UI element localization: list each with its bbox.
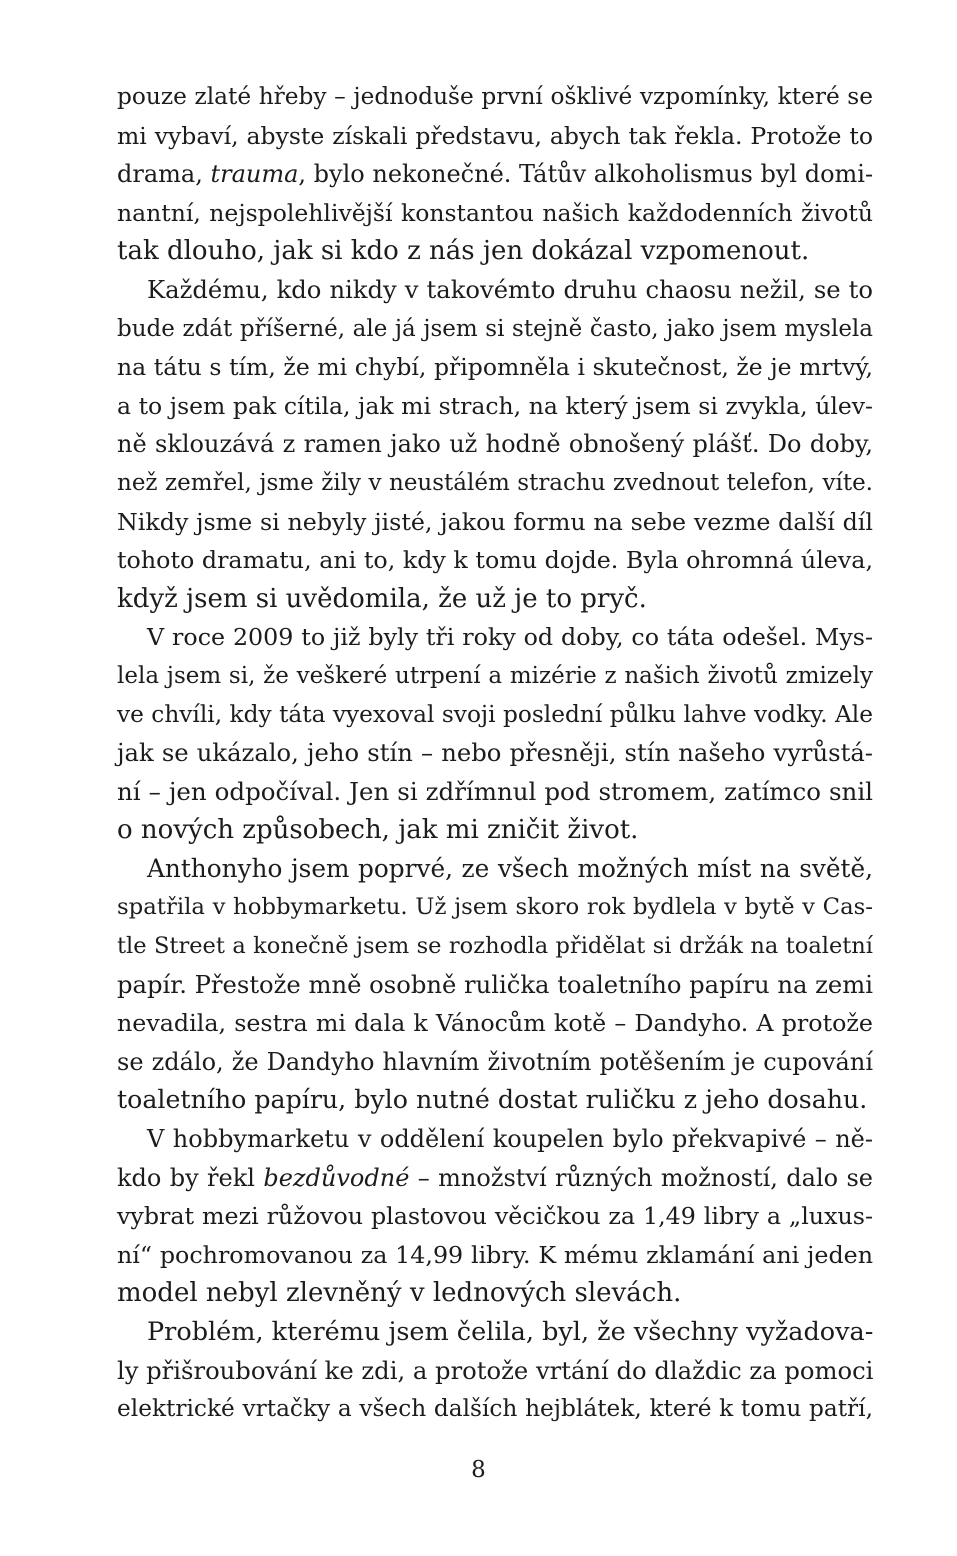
text-line — [117, 1159, 873, 1198]
text-line — [117, 1236, 873, 1275]
paragraph — [117, 1120, 873, 1313]
text-segment: než zemřel, jsme žily v neustálém strachu zvednout telefon, víte. — [117, 469, 873, 496]
text-segment: pouze zlaté hřeby – jednoduše první ošklivé vzpomínky, které se — [117, 83, 873, 110]
text-segment: tak dlouho, jak si kdo z nás jen dokázal vzpomenout. — [117, 236, 810, 267]
paragraph — [117, 618, 873, 850]
text-segment: ly přišroubování ke zdi, a protože vrtání do dlaždic za pomoci — [117, 1355, 874, 1385]
text-line — [117, 541, 873, 580]
text-line — [117, 1390, 873, 1429]
text-line — [117, 1004, 873, 1043]
text-segment: ní – jen odpočíval. Jen si zdřímnul pod stromem, zatímco snil — [117, 776, 873, 806]
text-segment: lela jsem si, že veškeré utrpení a mizérie z našich životů zmizely — [117, 662, 873, 689]
text-segment: toaletního papíru, bylo nutné dostat ruličku z jeho dosahu. — [117, 1085, 868, 1115]
text-line — [117, 1043, 873, 1082]
text-line — [117, 927, 873, 966]
text-line — [117, 232, 873, 271]
text-line — [117, 618, 873, 657]
text-segment: V hobbymarketu v oddělení koupelen bylo překvapivé – ně- — [147, 1125, 873, 1154]
text-segment: se zdálo, že Dandyho hlavním životním potěšením je cupování — [117, 1047, 873, 1076]
text-segment: a to jsem pak cítila, jak mi strach, na který jsem si zvykla, úlev- — [117, 391, 873, 420]
text-line — [117, 425, 873, 464]
text-segment: Nikdy jsme si nebyly jisté, jakou formu na sebe vezme další díl — [117, 507, 873, 536]
text-line — [117, 78, 873, 117]
text-segment: Problém, kterému jsem čelila, byl, že všechny vyžadova- — [147, 1317, 874, 1347]
text-line — [117, 657, 873, 696]
text-line — [117, 888, 873, 927]
text-segment: tohoto dramatu, ani to, kdy k tomu dojde. Byla ohromná úleva, — [117, 546, 873, 575]
text-segment: nevadila, sestra mi dala k Vánocům kotě – Dandyho. A protože — [117, 1009, 873, 1038]
text-segment: ní“ pochromovanou za 14,99 libry. K mému zklamání ani jeden — [117, 1240, 873, 1269]
text-line — [117, 734, 873, 773]
text-segment: bude zdát příšerné, ale já jsem si stejně často, jako jsem myslela — [117, 315, 873, 342]
text-segment: Anthonyho jsem poprvé, ze všech možných míst na světě, — [147, 853, 873, 883]
text-line — [117, 1081, 873, 1120]
text-line — [117, 696, 873, 735]
italic-text: bezdůvodné — [263, 1163, 410, 1192]
text-segment: tle Street a konečně jsem se rozhodla přidělat si držák na toaletní — [117, 933, 873, 960]
text-line — [117, 1313, 873, 1352]
text-line — [117, 1120, 873, 1159]
text-segment: elektrické vrtačky a všech dalších hejblátek, které k tomu patří, — [117, 1395, 873, 1423]
text-segment: papír. Přestože mně osobně rulička toaletního papíru na zemi — [117, 969, 873, 999]
text-line — [117, 464, 873, 503]
text-line — [117, 194, 873, 233]
text-segment: kdo by řekl — [117, 1163, 264, 1192]
text-line — [117, 580, 873, 619]
text-segment: když jsem si uvědomila, že už je to pryč. — [117, 583, 647, 614]
text-segment: – množství různých možností, dalo se — [409, 1163, 874, 1192]
text-segment: na tátu s tím, že mi chybí, připomněla i skutečnost, že je mrtvý, — [117, 353, 873, 382]
italic-text: trauma — [210, 160, 299, 189]
text-line — [117, 271, 873, 310]
text-line — [117, 1352, 873, 1391]
text-segment: drama, — [117, 160, 211, 189]
text-line — [117, 811, 873, 850]
paragraph — [117, 78, 873, 271]
text-line — [117, 773, 873, 812]
text-segment: ve chvíli, kdy táta vyexoval svoji poslední půlku lahve vodky. Ale — [117, 700, 873, 728]
text-segment: Každému, kdo nikdy v takovémto druhu chaosu nežil, se to — [147, 274, 873, 304]
text-segment: spatřila v hobbymarketu. Už jsem skoro rok bydlela v bytě v Cas- — [117, 894, 873, 921]
text-segment: , bylo nekonečné. Tátův alkoholismus byl domi- — [298, 160, 874, 189]
text-segment: V roce 2009 to již byly tři roky od doby, co táta odešel. Mys- — [147, 623, 873, 652]
text-segment: o nových způsobech, jak mi zničit život. — [117, 815, 639, 846]
text-segment: jak se ukázalo, jeho stín – nebo přesněji, stín našeho vyrůstá- — [117, 738, 873, 768]
text-segment: ně sklouzává z ramen jako už hodně obnošený plášť. Do doby, — [117, 430, 873, 459]
paragraph — [117, 850, 873, 1120]
text-line — [117, 1274, 873, 1313]
text-segment: mi vybaví, abyste získali představu, abych tak řekla. Protože to — [117, 121, 873, 150]
paragraph — [117, 1313, 873, 1429]
text-line — [117, 1197, 873, 1236]
text-segment: nantní, nejspolehlivější konstantou našich každodenních životů — [117, 198, 873, 227]
page-number: 8 — [471, 1457, 486, 1483]
text-line — [117, 348, 873, 387]
text-line — [117, 310, 873, 349]
text-segment: model nebyl zlevněný v lednových slevách. — [117, 1278, 682, 1309]
text-line — [117, 503, 873, 542]
paragraph — [117, 271, 873, 618]
text-line — [117, 966, 873, 1005]
text-line — [117, 155, 873, 194]
text-line — [117, 117, 873, 156]
text-line — [117, 850, 873, 889]
body-text — [117, 78, 873, 1429]
text-line — [117, 387, 873, 426]
text-segment: vybrat mezi růžovou plastovou věcičkou za 1,49 libry a „luxus- — [117, 1202, 873, 1231]
